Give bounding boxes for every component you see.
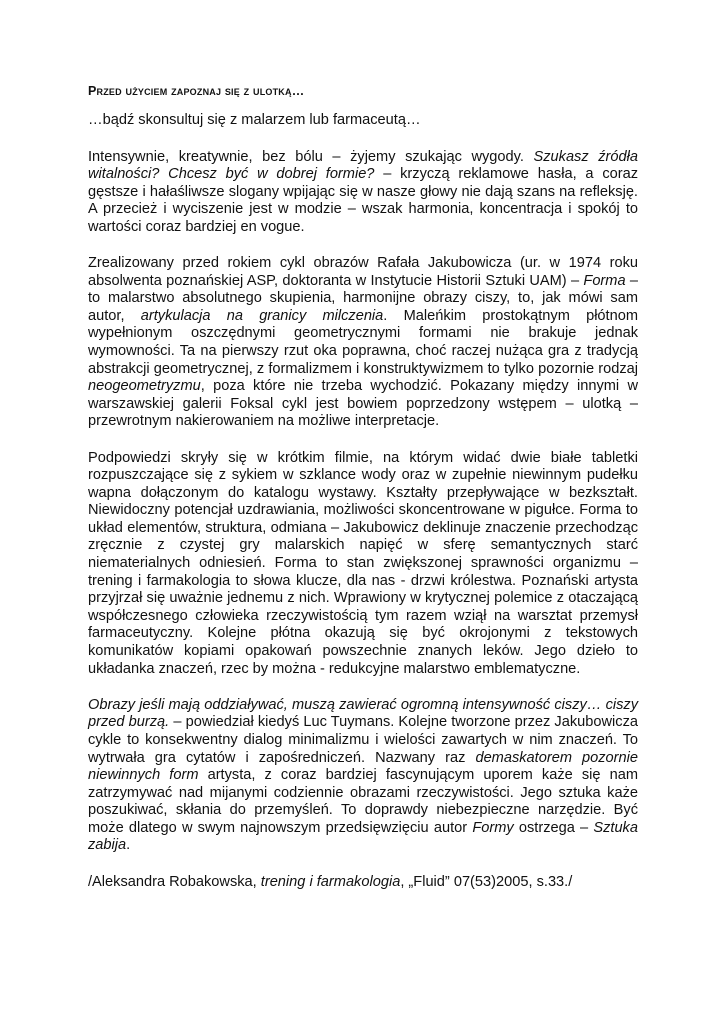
italic-text-run: Forma (583, 272, 626, 289)
italic-text-run: trening i farmakologia (260, 873, 401, 890)
italic-text-run: Szukasz źródła witalności? Chcesz być w dobrej formie? (88, 148, 638, 183)
text-run: Intensywnie, kreatywnie, bez bólu – żyjemy szukając wygody. (88, 148, 534, 165)
paragraph-intro (88, 149, 638, 237)
text-run: . (126, 837, 131, 854)
text-run: ostrzega – (513, 819, 594, 836)
text-run: . Maleńkim prostokątnym płótnom wypełnionym oszczędnymi geometrycznymi formami nie brakuje jednak wymowności. Ta na pierwszy rzut oka poprawna, choć raczej nużąca gra z tradycją abstrakcji geometrycznej, z formalizmem i konstruktywizmem to tylko pozornie rodzaj (88, 307, 638, 377)
italic-text-run: demaskatorem pozornie niewinnych form (88, 749, 638, 784)
text-run: Zrealizowany przed rokiem cykl obrazów Rafała Jakubowicza (ur. w 1974 roku absolwenta poznańskiej ASP, doktoranta w Instytucie Historii Sztuki UAM) – (88, 255, 638, 289)
text-run: – to malarstwo absolutnego skupienia, harmonijne obrazy ciszy, to, jak mówi sam autor, (88, 272, 638, 324)
text-run: /Aleksandra Robakowska, (88, 873, 261, 890)
italic-text-run: artykulacja na granicy milczenia (140, 307, 384, 324)
paragraph-forma-cycle (88, 255, 638, 431)
text-run: – krzyczą reklamowe hasła, a coraz gęstsze i hałaśliwsze slogany wpijając się w nasze głowy nie dają szans na refleksję. A przecież i wyciszenie jest w modzie – wszak harmonia, koncentracja i spokój to wartości coraz bardziej en vogue. (88, 166, 639, 235)
italic-text-run: Obrazy jeśli mają oddziaływać, muszą zawierać ogromną intensywność ciszy… ciszy przed burzą. (88, 696, 638, 731)
paragraph-film-hints (88, 450, 638, 679)
italic-text-run: Formy (472, 819, 514, 836)
text-run: Podpowiedzi skryły się w krótkim filmie, na którym widać dwie białe tabletki rozpuszczające się z sykiem w szklance wody oraz w zupełnie niewinnym pudełku wapna dołączonym do katalogu wystawy. Kształty przepływające w bezkształt. Niewidoczny potencjał uzdrawiania, możliwości skoncentrowane w pigułce. Forma to układ elementów, struktura, odmiana – Jakubowicz deklinuje znaczenie przechodząc zręcznie z czystej gry malarskich napięć w sferę semantycznych starć niematerialnych odniesień. Forma to stan zwiększonej sprawności organizmu – trening i farmakologia to słowa klucze, dla nas - drzwi królestwa. Poznański artysta przyjrzał się uważnie jednemu z nich. Wprawiony w krytycznej polemice z otaczającą współczesnego człowieka rzeczywistością tym razem wziął na warsztat przemysł farmaceutyczny. Kolejne płótna okazują się być okrojonymi z tekstowych komunikatów kopiami opakowań powszechnie znanych leków. Jego dzieło to układanka znaczeń, rzec by można - redukcyjne malarstwo emblematyczne. (88, 449, 638, 677)
italic-text-run: neogeometryzmu (88, 378, 201, 395)
text-run: artysta, z coraz bardziej fascynującym uporem każe się nam zatrzymywać nad mijanymi codziennie obrazami rzeczywistości. Jego sztuka każe poszukiwać, skłania do przemyśleń. To doprawdy niebezpieczne narzędzie. Być może dlatego w swym najnowszym przedsięwzięciu autor (88, 767, 638, 836)
italic-text-run: Sztuka zabija (88, 819, 638, 854)
citation-source (88, 874, 638, 892)
document-subtitle: …bądź skonsultuj się z malarzem lub farmaceutą… (88, 112, 421, 128)
text-run: – powiedział kiedyś Luc Tuymans. Kolejne tworzone przez Jakubowicza cykle to konsekwentny dialog minimalizmu i wielości zawartych w nim znaczeń. To wytrwała gra cytatów i zapośredniczeń. Nazwany raz (88, 714, 638, 766)
text-run: , „Fluid” 07(53)2005, s.33./ (400, 873, 573, 890)
text-run: , poza które nie trzeba wychodzić. Pokazany między innymi w warszawskiej galerii Foksal cykl jest bowiem poprzedzony wstępem – ulotką – przewrotnym nakierowaniem na możliwe interpretacje. (88, 378, 638, 430)
document-title: Przed użyciem zapoznaj się z ulotką… (88, 84, 305, 98)
paragraph-tuymans-quote (88, 697, 638, 855)
